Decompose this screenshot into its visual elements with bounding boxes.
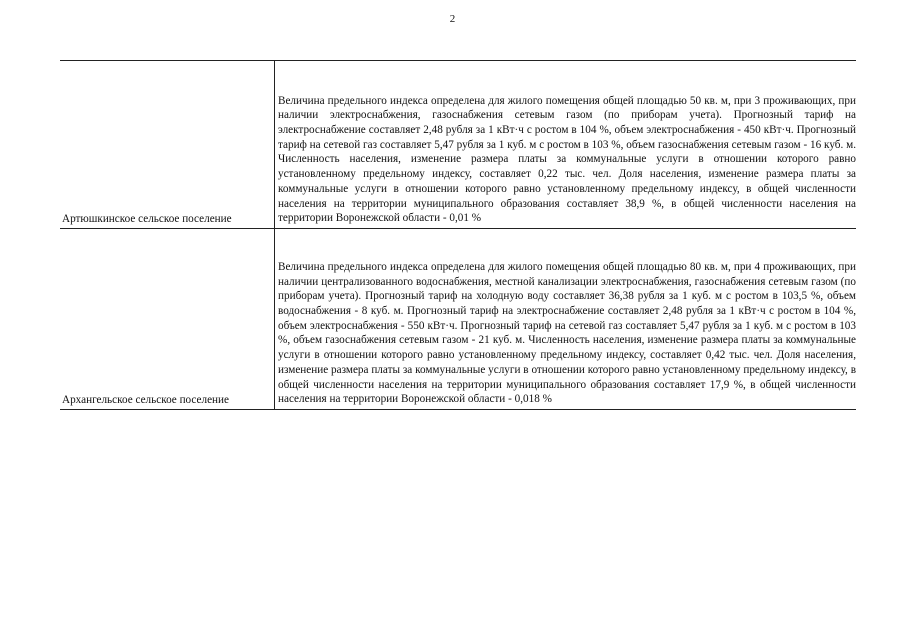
- table-row: [60, 61, 856, 229]
- tariff-index-table: [60, 60, 856, 410]
- column-divider: [274, 61, 275, 228]
- table-row: [60, 229, 856, 410]
- settlement-name: Архангельское сельское поселение: [62, 394, 229, 406]
- page-number: 2: [449, 13, 456, 25]
- column-divider: [274, 229, 275, 409]
- index-description: Величина предельного индекса определена для жилого помещения общей площадью 80 кв. м, при 4 проживающих, при наличии централизованного водоснабжения, местной канализации электроснабжения, газоснабжения сетевым газом (по приборам учета). Прогнозный тариф на холодную воду составляет 36,38 рубля за 1 куб. м с ростом в 103,5 %, объем водоснабжения - 8 куб. м. Прогнозный тариф на электроснабжение составляет 2,48 рубля за 1 кВт·ч с ростом в 104 %, объем электроснабжения - 550 кВт·ч. Прогнозный тариф на сетевой газ составляет 5,47 рубля за 1 куб. м с ростом в 103 %, объем газоснабжения сетевым газом - 21 куб. м. Численность населения, изменение размера платы за коммунальные услуги в отношении которого равно установленному предельному индексу, составляет 0,42 тыс. чел. Доля населения, изменение размера платы за коммунальные услуги в отношении которого равно установленному предельному индексу, в общей численности населения на территории муниципального образования составляет 17,9 %, в общей численности населения на территории Воронежской области - 0,018 %: [278, 260, 856, 406]
- settlement-name: Артюшкинское сельское поселение: [62, 213, 232, 225]
- index-description: Величина предельного индекса определена для жилого помещения общей площадью 50 кв. м, при 3 проживающих, при наличии электроснабжения, газоснабжения сетевым газом (по приборам учета). Прогнозный тариф на электроснабжение составляет 2,48 рубля за 1 кВт·ч с ростом в 104 %, объем электроснабжения - 450 кВт·ч. Прогнозный тариф на сетевой газ составляет 5,47 рубля за 1 куб. м с ростом в 103 %, объем газоснабжения сетевым газом - 16 куб. м. Численность населения, изменение размера платы за коммунальные услуги в отношении которого равно установленному предельному индексу, составляет 0,22 тыс. чел. Доля населения, изменение размера платы за коммунальные услуги в отношении которого равно установленному предельному индексу, в общей численности населения на территории муниципального образования составляет 38,9 %, в общей численности населения на территории Воронежской области - 0,01 %: [278, 94, 856, 225]
